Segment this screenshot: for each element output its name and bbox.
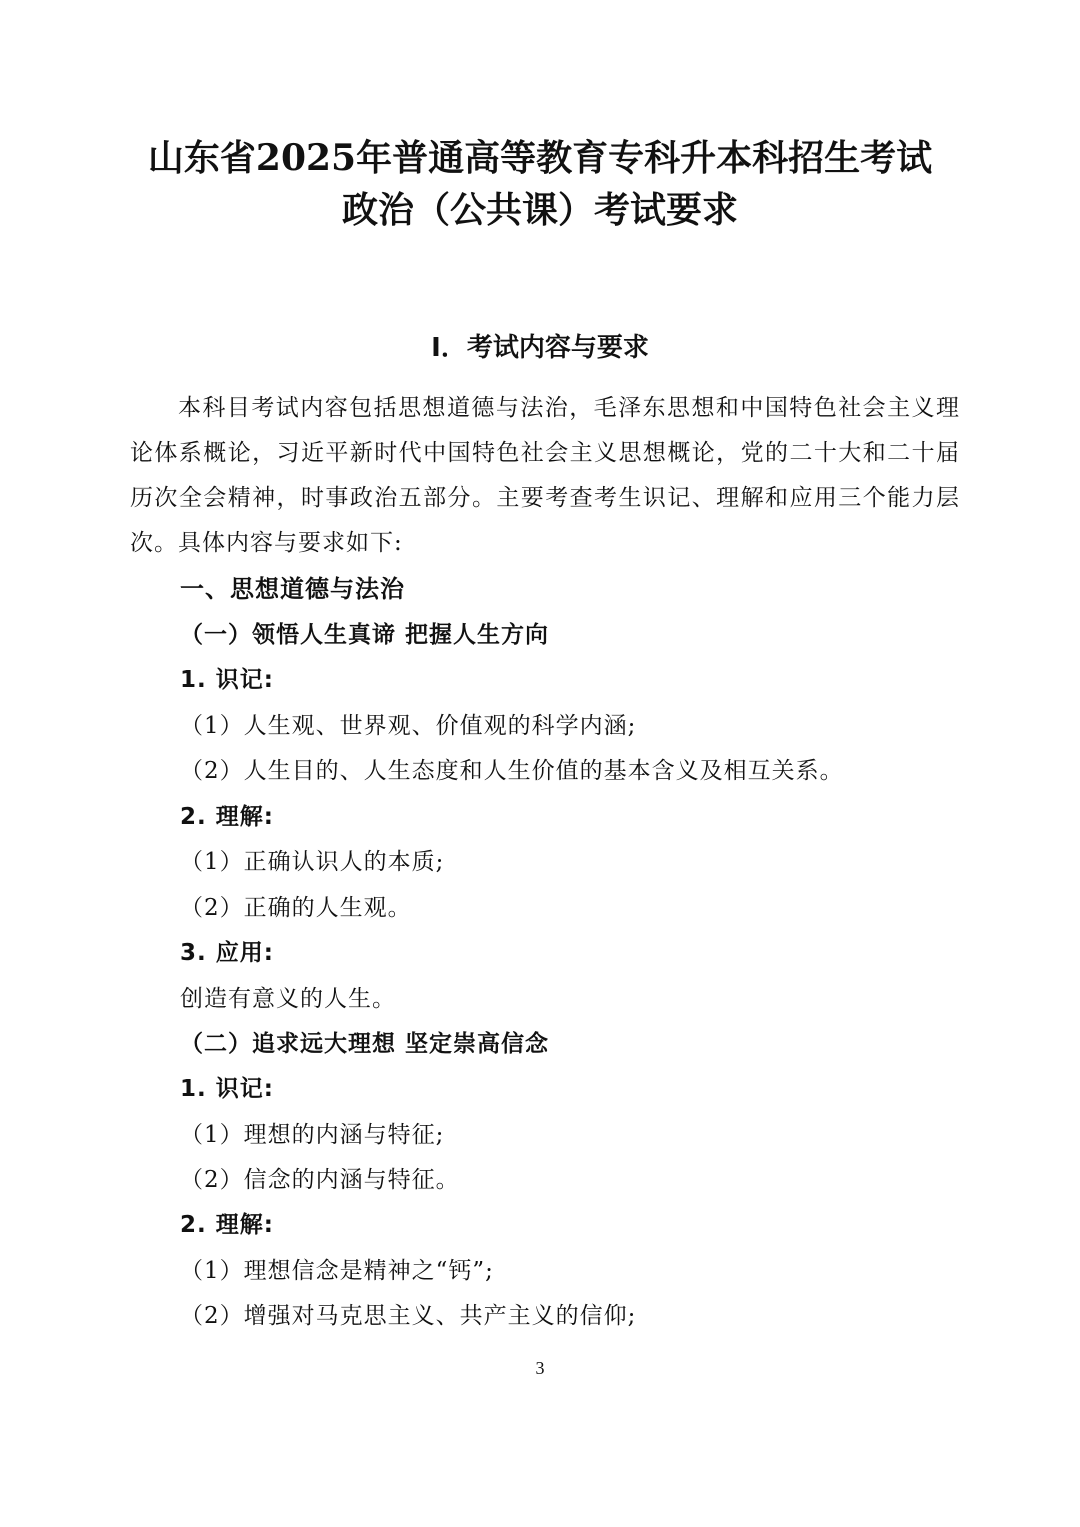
list-item: （2）增强对马克思主义、共产主义的信仰; (180, 1303, 637, 1329)
level-heading: 1. 识记: (180, 667, 274, 693)
level-heading: 3. 应用: (180, 940, 274, 966)
level-heading: 2. 理解: (180, 1212, 274, 1238)
document-title-line-1: 山东省2025年普通高等教育专科升本科招生考试 (147, 137, 933, 179)
page-number: 3 (535, 1358, 545, 1378)
list-item: （1）正确认识人的本质; (180, 849, 445, 875)
list-item: 创造有意义的人生。 (180, 986, 396, 1012)
list-item: （2）人生目的、人生态度和人生价值的基本含义及相互关系。 (180, 758, 844, 784)
subsection-heading: （一）领悟人生真谛 把握人生方向 (180, 622, 550, 648)
section-heading: I．考试内容与要求 (431, 333, 649, 363)
list-item: （1）人生观、世界观、价值观的科学内涵; (180, 713, 637, 739)
subsection-heading: （二）追求远大理想 坚定崇高信念 (180, 1031, 550, 1057)
list-item: （2）正确的人生观。 (180, 895, 412, 921)
intro-paragraph: 本科目考试内容包括思想道德与法治，毛泽东思想和中国特色社会主义理论体系概论，习近平新时代中国特色社会主义思想概论，党的二十大和二十届历次全会精神，时事政治五部分。主要考查考生识记、理解和应用三个能力层次。具体内容与要求如下: (130, 395, 960, 556)
chapter-heading: 一、思想道德与法治 (180, 575, 405, 603)
list-item: （1）理想的内涵与特征; (180, 1122, 445, 1148)
list-item: （1）理想信念是精神之“钙”; (180, 1258, 494, 1284)
list-item: （2）信念的内涵与特征。 (180, 1167, 460, 1193)
document-title-line-2: 政治（公共课）考试要求 (341, 189, 738, 231)
level-heading: 2. 理解: (180, 804, 274, 830)
level-heading: 1. 识记: (180, 1076, 274, 1102)
